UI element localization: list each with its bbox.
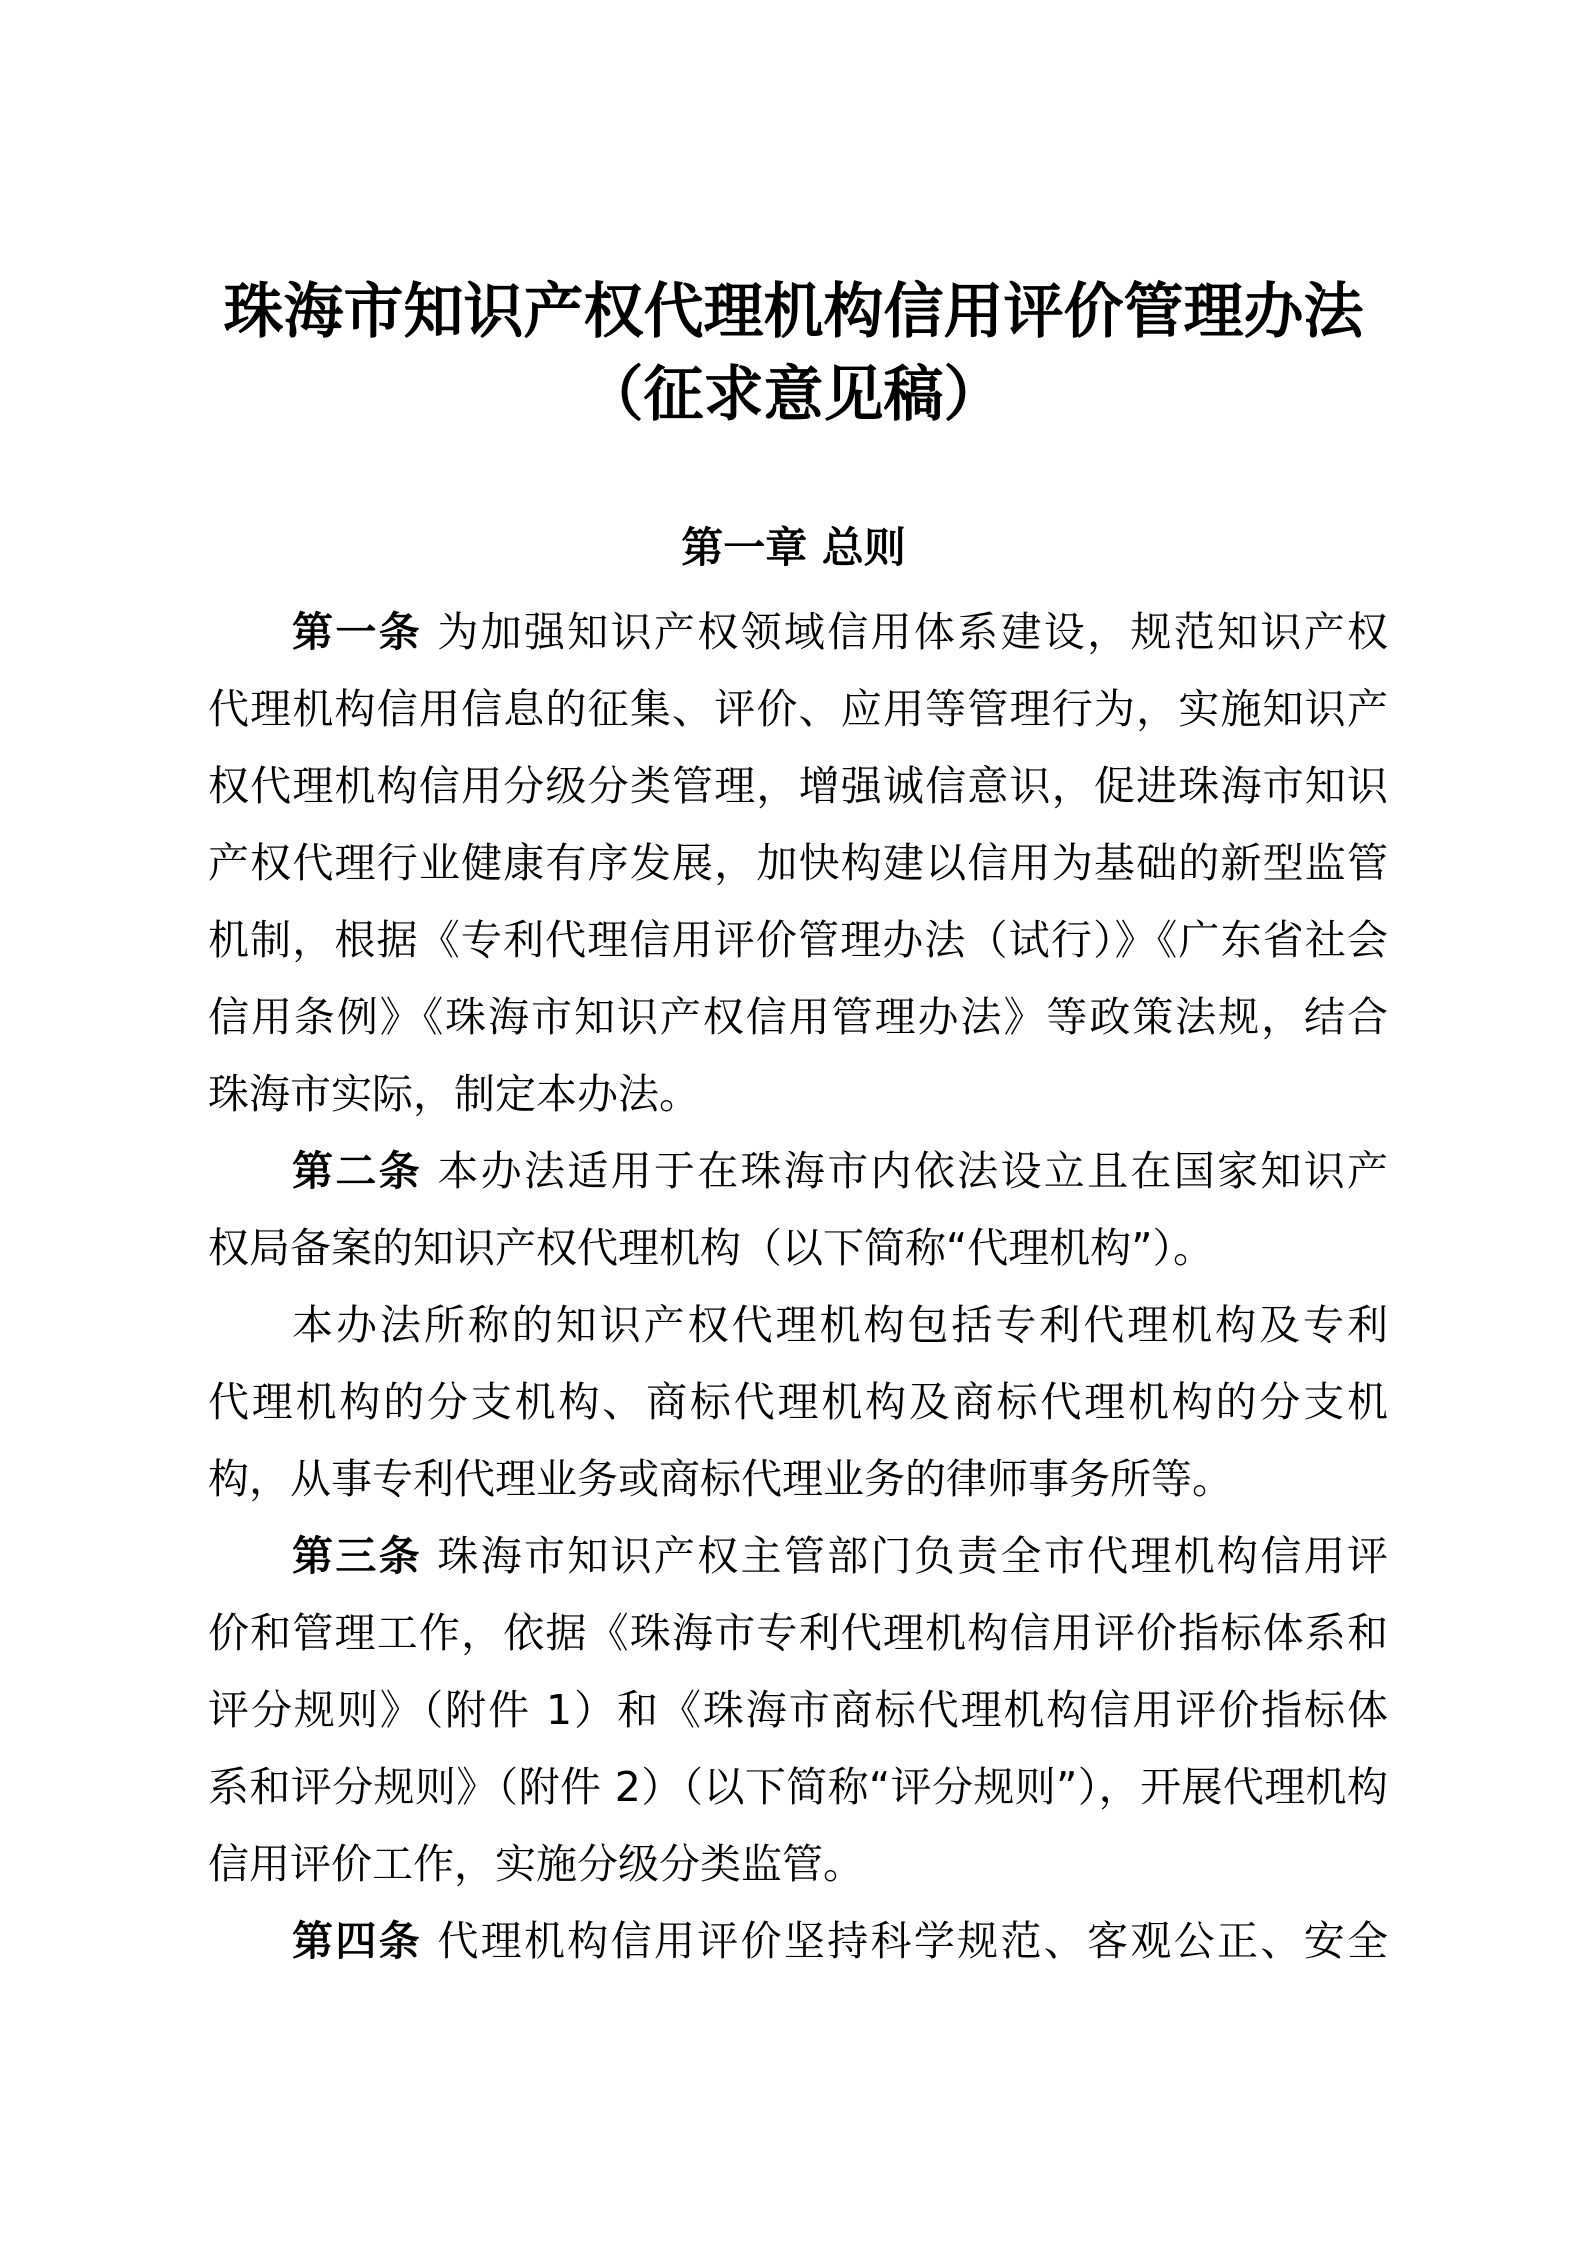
article-2-paragraph-line: 代理机构的分支机构、商标代理机构及商标代理机构的分支机 <box>208 1378 1388 1426</box>
article-3-line <box>292 1528 1388 1584</box>
article-2-paragraph-line: 本办法所称的知识产权代理机构包括专利代理机构及专利 <box>292 1301 1388 1349</box>
article-3-line: 信用评价工作，实施分级分类监管。 <box>208 1840 864 1888</box>
article-1-line: 珠海市实际，制定本办法。 <box>208 1070 700 1118</box>
chapter-heading: 第一章 总则 <box>681 523 906 572</box>
document-title: 珠海市知识产权代理机构信用评价管理办法 <box>223 277 1364 347</box>
article-2-line: 权局备案的知识产权代理机构（以下简称“代理机构”）。 <box>208 1224 1214 1272</box>
article-3-line: 价和管理工作，依据《珠海市专利代理机构信用评价指标体系和 <box>208 1609 1388 1657</box>
article-4-text: 代理机构信用评价坚持科学规范、客观公正、安全 <box>437 1917 1388 1965</box>
article-2-line <box>292 1143 1388 1199</box>
article-2-paragraph-line: 构，从事专利代理业务或商标代理业务的律师事务所等。 <box>208 1455 1233 1503</box>
article-3-label: 第三条 <box>292 1532 422 1580</box>
article-2-text: 本办法适用于在珠海市内依法设立且在国家知识产 <box>437 1147 1388 1195</box>
article-3-line: 评分规则》（附件 1）和《珠海市商标代理机构信用评价指标体 <box>208 1686 1388 1734</box>
article-4-line <box>292 1913 1388 1969</box>
article-1-line: 产权代理行业健康有序发展，加快构建以信用为基础的新型监管 <box>208 839 1388 887</box>
article-1-line: 机制，根据《专利代理信用评价管理办法（试行）》《广东省社会 <box>208 916 1388 964</box>
article-1-text: 为加强知识产权领域信用体系建设，规范知识产权 <box>437 608 1388 656</box>
document-subtitle-draft: （征求意见稿） <box>583 360 1004 430</box>
article-3-text: 珠海市知识产权主管部门负责全市代理机构信用评 <box>437 1532 1388 1580</box>
article-2-label: 第二条 <box>292 1147 422 1195</box>
article-1-label: 第一条 <box>292 608 422 656</box>
article-1-line: 权代理机构信用分级分类管理，增强诚信意识，促进珠海市知识 <box>208 762 1388 810</box>
article-1-line <box>292 604 1388 660</box>
article-4-label: 第四条 <box>292 1917 422 1965</box>
article-3-line: 系和评分规则》（附件 2）（以下简称“评分规则”），开展代理机构 <box>208 1763 1388 1811</box>
article-1-line: 信用条例》《珠海市知识产权信用管理办法》等政策法规，结合 <box>208 993 1388 1041</box>
article-1-line: 代理机构信用信息的征集、评价、应用等管理行为，实施知识产 <box>208 685 1388 733</box>
